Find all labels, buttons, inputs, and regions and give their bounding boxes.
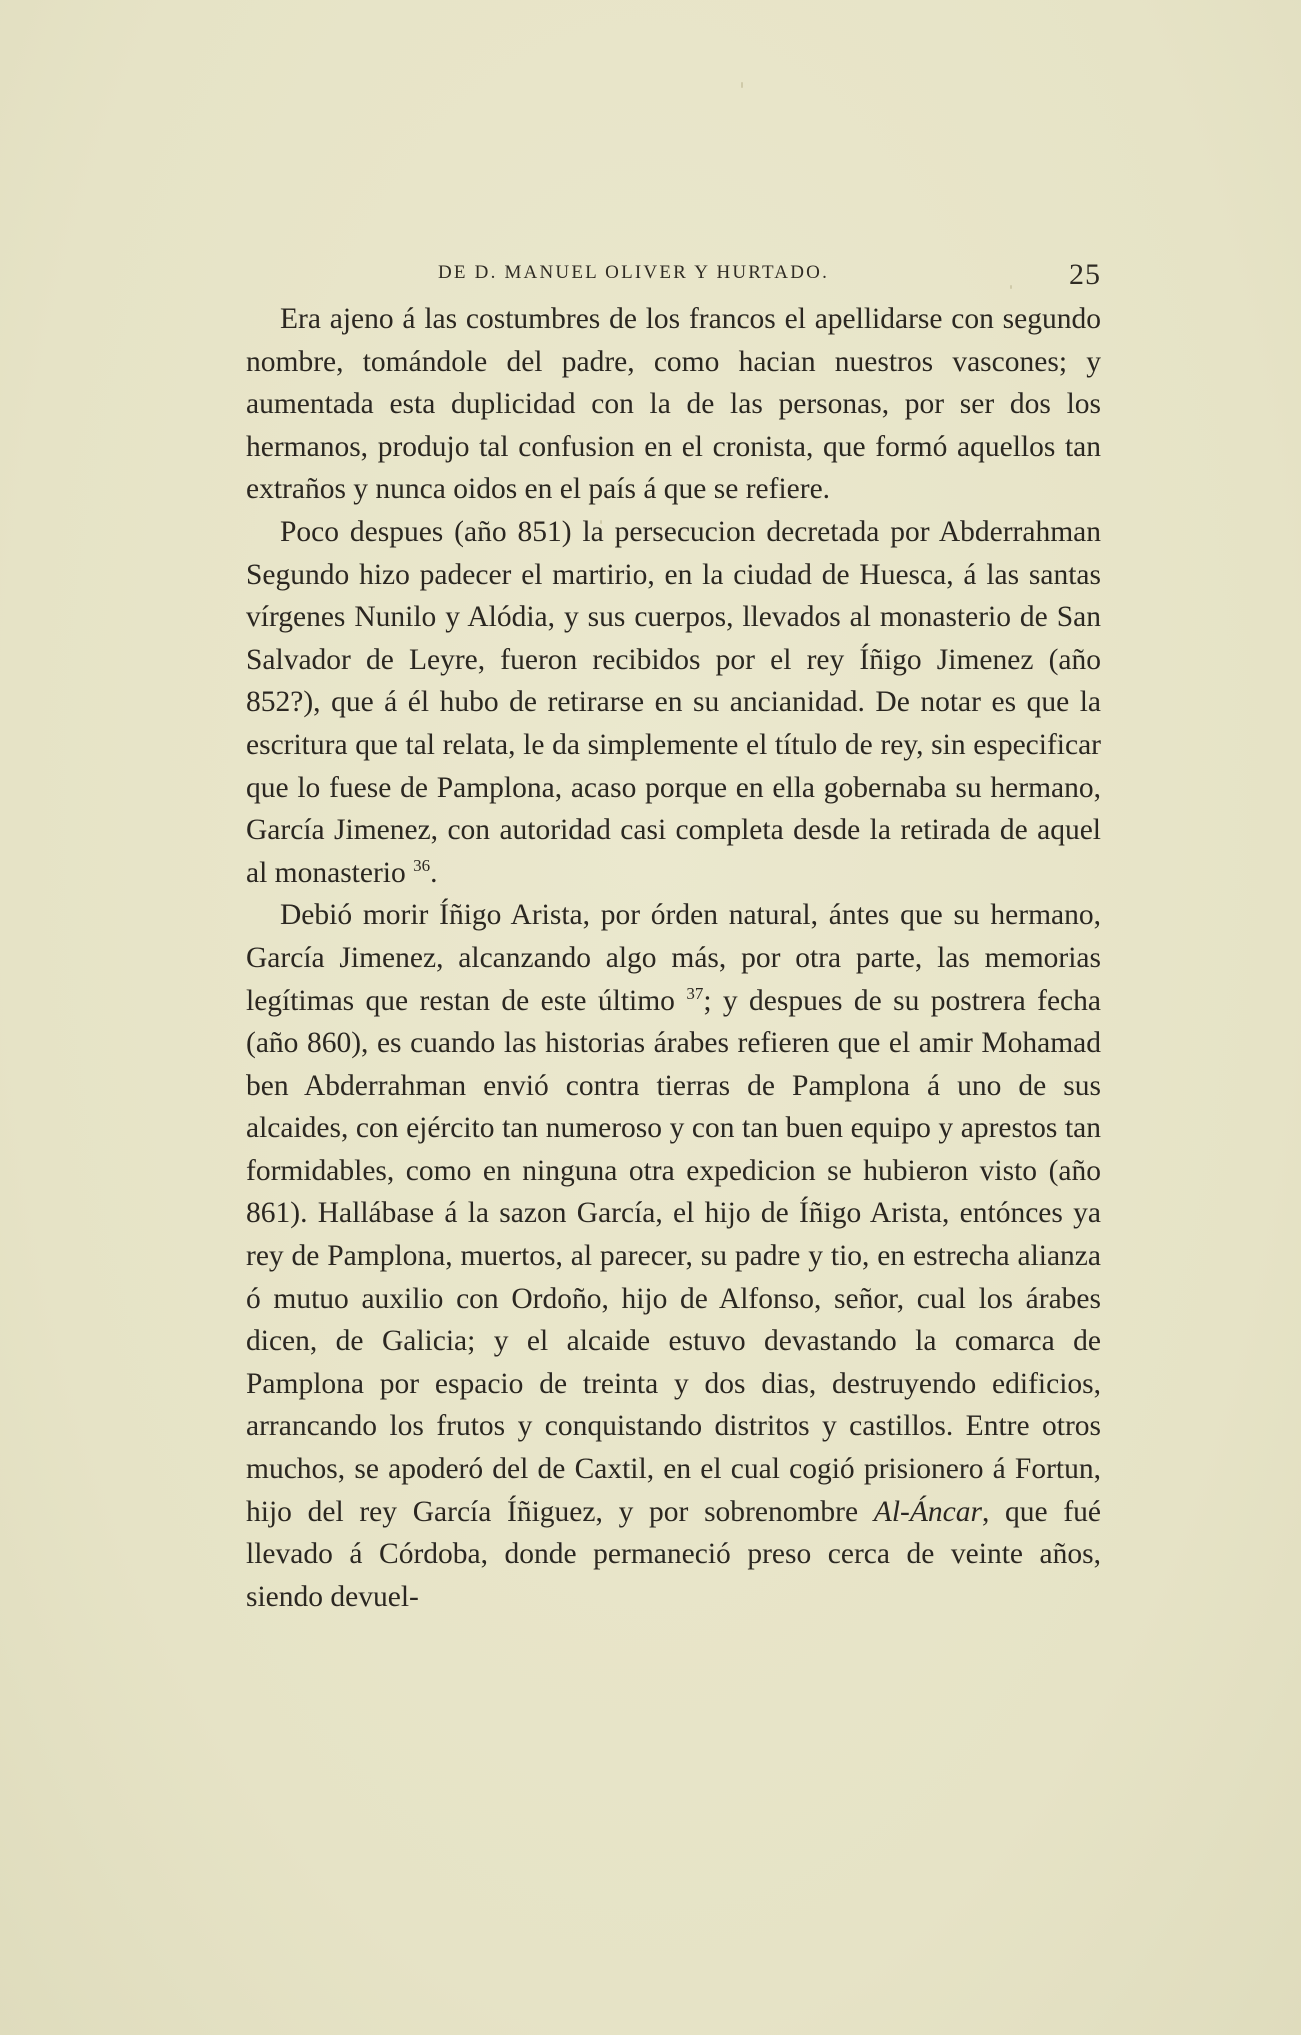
paragraph-3-part-a: Debió morir Íñigo Arista, por órden natural, ántes que su hermano, García Jimenez, alcanzando algo más, por otra parte, las memorias legítimas que restan de este último bbox=[246, 899, 1101, 1017]
running-head bbox=[246, 258, 1101, 298]
running-title: DE D. MANUEL OLIVER Y HURTADO. bbox=[437, 262, 830, 283]
body-text bbox=[246, 298, 1101, 1618]
footnote-ref-37: 37 bbox=[686, 983, 704, 1003]
paragraph-2-end: . bbox=[430, 856, 438, 889]
italic-term: Al-Áncar bbox=[873, 1495, 982, 1528]
footnote-ref-36: 36 bbox=[413, 855, 431, 875]
paragraph-3-part-b: ; y despues de su postrera fecha (año 860), es cuando las historias árabes refieren que el amir Mohamad ben Abderrahman envió contra tierras de Pamplona á uno de sus alcaides, con ejército tan numeroso y con tan buen equipo y aprestos tan formidables, como en ninguna otra expedicion se hubieron visto (año 861). Hallábase á la sazon García, el hijo de Íñigo Arista, entónces ya rey de Pamplona, muertos, al parecer, su padre y tio, en estrecha alianza ó mutuo auxilio con Ordoño, hijo de Alfonso, señor, cual los árabes dicen, de Galicia; y el alcaide estuvo devastando la comarca de Pamplona por espacio de treinta y dos dias, destruyendo edificios, arrancando los frutos y conquistando distritos y castillos. Entre otros muchos, se apoderó del de Caxtil, en el cual cogió prisionero á Fortun, hijo del rey García Íñiguez, y por sobrenombre bbox=[246, 984, 1101, 1528]
paragraph-1: Era ajeno á las costumbres de los francos el apellidarse con segundo nombre, tomándole del padre, como hacian nuestros vascones; y aumentada esta duplicidad con la de las personas, por ser dos los hermanos, produjo tal confusion en el cronista, que formó aquellos tan extraños y nunca oidos en el país á que se refiere. bbox=[246, 303, 1101, 506]
paragraph-3 bbox=[246, 894, 1101, 1618]
page-number: 25 bbox=[1069, 258, 1101, 291]
paper-speck bbox=[741, 82, 743, 88]
paragraph-3-part-c: , que fué llevado á Córdoba, donde permaneció preso cerca de veinte años, siendo devuel- bbox=[246, 1495, 1101, 1613]
paragraph-2-text: Poco despues (año 851) la persecucion decretada por Abderrahman Segundo hizo padecer el martirio, en la ciudad de Huesca, á las santas vírgenes Nunilo y Alódia, y sus cuerpos, llevados al monasterio de San Salvador de Leyre, fueron recibidos por el rey Íñigo Jimenez (año 852?), que á él hubo de retirarse en su ancianidad. De notar es que la escritura que tal relata, le da simplemente el título de rey, sin especificar que lo fuese de Pamplona, acaso porque en ella gobernaba su hermano, García Jimenez, con autoridad casi completa desde la retirada de aquel al monasterio bbox=[246, 515, 1101, 889]
paragraph-2 bbox=[246, 511, 1101, 894]
